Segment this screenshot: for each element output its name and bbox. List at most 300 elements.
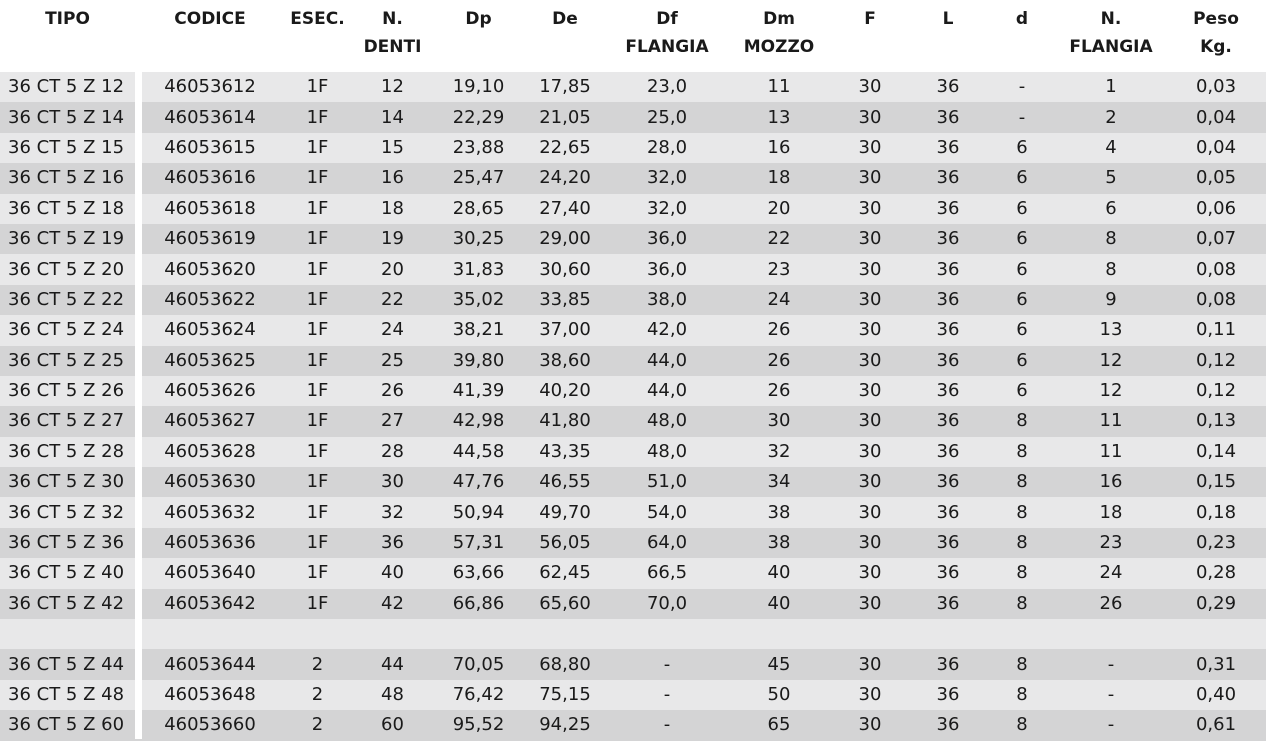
cell-esec: 1F <box>306 380 329 402</box>
cell-tipo: 36 CT 5 Z 48 <box>8 684 125 705</box>
cell-peso: 0,08 <box>1195 258 1237 280</box>
cell-codice: 46053619 <box>164 228 256 250</box>
cell-peso: 0,28 <box>1195 562 1237 584</box>
cell-peso: 0,03 <box>1195 76 1237 98</box>
cell-dm-mozzo: 22 <box>767 228 791 250</box>
cell-d: 6 <box>1016 288 1028 310</box>
table-row <box>0 528 1266 558</box>
cell-dp: 95,52 <box>452 714 505 736</box>
header-d <box>988 0 1056 72</box>
cell-dp: 63,66 <box>452 562 505 584</box>
cell-d: 6 <box>1016 319 1028 341</box>
cell-dp: 70,05 <box>452 653 505 675</box>
cell-de: 49,70 <box>539 501 591 523</box>
cell-tipo: 36 CT 5 Z 24 <box>8 319 125 341</box>
cell-n-flangia: - <box>1107 684 1115 705</box>
cell-l: 36 <box>936 532 960 554</box>
cell-de: 38,60 <box>539 349 591 371</box>
cell-de: 65,60 <box>539 592 591 614</box>
cell-f: 30 <box>858 684 882 705</box>
cell-f: 30 <box>858 471 882 493</box>
cell-l: 36 <box>936 106 960 128</box>
cell-df-flangia: 44,0 <box>646 349 688 371</box>
cell-l: 36 <box>936 714 960 736</box>
cell-peso: 0,06 <box>1195 197 1237 219</box>
table-row <box>0 710 1266 740</box>
cell-n-denti: 36 <box>381 532 404 554</box>
cell-d: 8 <box>1016 410 1028 432</box>
cell-esec: 1F <box>306 532 329 554</box>
cell-peso: 0,61 <box>1195 714 1237 736</box>
cell-df-flangia: 36,0 <box>646 228 688 250</box>
cell-peso: 0,07 <box>1195 228 1237 250</box>
table-spacer-row <box>0 619 1266 649</box>
header-df-flangia <box>608 0 726 72</box>
cell-peso: 0,18 <box>1195 501 1237 523</box>
cell-n-denti: 48 <box>381 684 404 705</box>
cell-n-denti: 30 <box>381 471 404 493</box>
cell-codice: 46053644 <box>164 653 256 675</box>
cell-esec: 1F <box>306 471 329 493</box>
cell-dm-mozzo: 38 <box>767 532 791 554</box>
cell-dm-mozzo: 23 <box>767 258 791 280</box>
cell-n-denti: 19 <box>381 228 404 250</box>
cell-df-flangia: 28,0 <box>646 136 688 158</box>
cell-n-denti: 14 <box>381 106 404 128</box>
cell-n-flangia: 8 <box>1105 258 1117 280</box>
cell-n-flangia: 18 <box>1099 501 1123 523</box>
table-row <box>0 437 1266 467</box>
cell-l: 36 <box>936 76 960 98</box>
cell-dp: 47,76 <box>452 471 505 493</box>
cell-n-flangia: 9 <box>1105 288 1117 310</box>
cell-de: 43,35 <box>539 440 591 462</box>
header-n-flangia-line2: FLANGIA <box>1069 37 1153 57</box>
cell-peso: 0,13 <box>1195 410 1237 432</box>
cell-tipo: 36 CT 5 Z 16 <box>8 167 125 189</box>
cell-de: 27,40 <box>539 197 591 219</box>
cell-dp: 22,29 <box>452 106 505 128</box>
cell-dp: 76,42 <box>452 684 505 705</box>
cell-tipo: 36 CT 5 Z 40 <box>8 562 125 584</box>
cell-d: 6 <box>1016 197 1028 219</box>
cell-n-denti: 16 <box>381 167 404 189</box>
cell-tipo: 36 CT 5 Z 25 <box>8 349 125 371</box>
cell-df-flangia: - <box>663 714 671 736</box>
cell-df-flangia: 23,0 <box>646 76 688 98</box>
cell-esec: 1F <box>306 197 329 219</box>
cell-f: 30 <box>858 380 882 402</box>
cell-n-flangia: - <box>1107 653 1115 675</box>
cell-l: 36 <box>936 410 960 432</box>
cell-peso: 0,12 <box>1195 349 1237 371</box>
cell-dm-mozzo: 65 <box>767 714 791 736</box>
cell-de: 30,60 <box>539 258 591 280</box>
cell-df-flangia: 32,0 <box>646 167 688 189</box>
cell-esec: 1F <box>306 562 329 584</box>
cell-dm-mozzo: 13 <box>767 106 791 128</box>
cell-dp: 50,94 <box>452 501 505 523</box>
cell-n-denti: 42 <box>381 592 404 614</box>
cell-n-flangia: 11 <box>1099 440 1123 462</box>
cell-de: 17,85 <box>539 76 591 98</box>
cell-df-flangia: 66,5 <box>646 562 688 584</box>
cell-esec: 2 <box>311 653 324 675</box>
cell-peso: 0,11 <box>1195 319 1237 341</box>
cell-l: 36 <box>936 136 960 158</box>
cell-l: 36 <box>936 258 960 280</box>
cell-dm-mozzo: 40 <box>767 592 791 614</box>
cell-f: 30 <box>858 714 882 736</box>
cell-f: 30 <box>858 228 882 250</box>
header-dm-mozzo-line1: Dm <box>763 9 795 29</box>
table-row <box>0 102 1266 132</box>
table-row <box>0 285 1266 315</box>
cell-tipo: 36 CT 5 Z 26 <box>8 380 125 402</box>
cell-df-flangia: 25,0 <box>646 106 688 128</box>
header-f <box>832 0 908 72</box>
cell-dm-mozzo: 30 <box>767 410 791 432</box>
cell-dp: 39,80 <box>452 349 505 371</box>
cell-df-flangia: 36,0 <box>646 258 688 280</box>
header-peso <box>1166 0 1266 72</box>
cell-df-flangia: - <box>663 684 671 705</box>
cell-n-denti: 15 <box>381 136 404 158</box>
cell-df-flangia: 51,0 <box>646 471 688 493</box>
table-row <box>0 406 1266 436</box>
cell-peso: 0,04 <box>1195 136 1237 158</box>
cell-dp: 42,98 <box>452 410 505 432</box>
cell-tipo: 36 CT 5 Z 19 <box>8 228 125 250</box>
cell-esec: 1F <box>306 440 329 462</box>
cell-tipo: 36 CT 5 Z 18 <box>8 197 125 219</box>
cell-esec: 2 <box>311 684 324 705</box>
cell-n-flangia: 6 <box>1105 197 1117 219</box>
header-dp <box>435 0 522 72</box>
cell-df-flangia: 48,0 <box>646 440 688 462</box>
cell-dp: 19,10 <box>452 76 505 98</box>
cell-esec: 1F <box>306 410 329 432</box>
cell-esec: 1F <box>306 592 329 614</box>
cell-codice: 46053632 <box>164 501 256 523</box>
column-separator <box>135 72 142 739</box>
cell-n-denti: 60 <box>381 714 404 736</box>
cell-peso: 0,08 <box>1195 288 1237 310</box>
cell-de: 33,85 <box>539 288 591 310</box>
table-row <box>0 680 1266 710</box>
cell-esec: 1F <box>306 76 329 98</box>
cell-tipo: 36 CT 5 Z 30 <box>8 471 125 493</box>
cell-df-flangia: 54,0 <box>646 501 688 523</box>
cell-tipo: 36 CT 5 Z 12 <box>8 76 125 98</box>
cell-f: 30 <box>858 653 882 675</box>
cell-n-flangia: 26 <box>1099 592 1123 614</box>
cell-d: 6 <box>1016 380 1028 402</box>
cell-tipo: 36 CT 5 Z 28 <box>8 440 125 462</box>
cell-l: 36 <box>936 228 960 250</box>
cell-l: 36 <box>936 653 960 675</box>
cell-n-flangia: 5 <box>1105 167 1117 189</box>
cell-de: 41,80 <box>539 410 591 432</box>
cell-df-flangia: 64,0 <box>646 532 688 554</box>
table-row <box>0 254 1266 284</box>
cell-peso: 0,40 <box>1195 684 1237 705</box>
cell-n-denti: 44 <box>381 653 404 675</box>
cell-dm-mozzo: 34 <box>767 471 791 493</box>
header-d-line1: d <box>1015 9 1029 29</box>
cell-n-flangia: 8 <box>1105 228 1117 250</box>
cell-n-denti: 26 <box>381 380 404 402</box>
cell-codice: 46053616 <box>164 167 256 189</box>
cell-dm-mozzo: 16 <box>767 136 791 158</box>
cell-tipo: 36 CT 5 Z 36 <box>8 532 125 554</box>
header-df-flangia-line1: Df <box>656 9 678 29</box>
cell-esec: 1F <box>306 258 329 280</box>
header-n-flangia <box>1056 0 1166 72</box>
cell-df-flangia: 70,0 <box>646 592 688 614</box>
cell-peso: 0,05 <box>1195 167 1237 189</box>
cell-esec: 2 <box>311 714 324 736</box>
cell-f: 30 <box>858 562 882 584</box>
cell-esec: 1F <box>306 501 329 523</box>
cell-l: 36 <box>936 197 960 219</box>
cell-codice: 46053615 <box>164 136 256 158</box>
table-row <box>0 376 1266 406</box>
cell-l: 36 <box>936 380 960 402</box>
cell-n-denti: 22 <box>381 288 404 310</box>
cell-dp: 35,02 <box>452 288 505 310</box>
header-f-line1: F <box>864 9 876 29</box>
cell-f: 30 <box>858 136 882 158</box>
cell-dm-mozzo: 45 <box>767 653 791 675</box>
cell-esec: 1F <box>306 349 329 371</box>
cell-n-denti: 28 <box>381 440 404 462</box>
table-row <box>0 497 1266 527</box>
table-row <box>0 467 1266 497</box>
cell-dm-mozzo: 32 <box>767 440 791 462</box>
cell-codice: 46053628 <box>164 440 256 462</box>
cell-de: 21,05 <box>539 106 591 128</box>
header-df-flangia-line2: FLANGIA <box>625 37 709 57</box>
table-row <box>0 163 1266 193</box>
cell-tipo: 36 CT 5 Z 42 <box>8 592 125 614</box>
cell-l: 36 <box>936 471 960 493</box>
cell-l: 36 <box>936 562 960 584</box>
cell-n-flangia: 2 <box>1105 106 1117 128</box>
cell-n-flangia: 12 <box>1099 380 1123 402</box>
cell-d: 8 <box>1016 714 1028 736</box>
cell-codice: 46053640 <box>164 562 256 584</box>
cell-df-flangia: 44,0 <box>646 380 688 402</box>
cell-d: 6 <box>1016 167 1028 189</box>
cell-peso: 0,31 <box>1195 653 1237 675</box>
cell-f: 30 <box>858 76 882 98</box>
cell-dp: 31,83 <box>452 258 505 280</box>
cell-codice: 46053648 <box>164 684 256 705</box>
cell-dm-mozzo: 20 <box>767 197 791 219</box>
table-row <box>0 558 1266 588</box>
cell-esec: 1F <box>306 288 329 310</box>
table-row <box>0 72 1266 102</box>
header-codice <box>135 0 285 72</box>
table-header <box>0 0 1266 72</box>
table-row <box>0 194 1266 224</box>
header-n-denti-line1: N. <box>382 9 403 29</box>
header-tipo <box>0 0 135 72</box>
cell-df-flangia: 48,0 <box>646 410 688 432</box>
cell-codice: 46053624 <box>164 319 256 341</box>
cell-tipo: 36 CT 5 Z 14 <box>8 106 125 128</box>
cell-n-denti: 20 <box>381 258 404 280</box>
cell-dp: 38,21 <box>452 319 505 341</box>
cell-de: 40,20 <box>539 380 591 402</box>
cell-n-flangia: 11 <box>1099 410 1123 432</box>
cell-n-flangia: 23 <box>1099 532 1123 554</box>
cell-de: 75,15 <box>539 684 591 705</box>
cell-f: 30 <box>858 440 882 462</box>
cell-de: 62,45 <box>539 562 591 584</box>
cell-l: 36 <box>936 288 960 310</box>
cell-f: 30 <box>858 349 882 371</box>
cell-peso: 0,04 <box>1195 106 1237 128</box>
cell-dm-mozzo: 38 <box>767 501 791 523</box>
cell-f: 30 <box>858 319 882 341</box>
cell-codice: 46053627 <box>164 410 256 432</box>
cell-tipo: 36 CT 5 Z 27 <box>8 410 125 432</box>
cell-f: 30 <box>858 106 882 128</box>
cell-df-flangia: 32,0 <box>646 197 688 219</box>
cell-f: 30 <box>858 197 882 219</box>
header-esec-line1: ESEC. <box>290 9 345 29</box>
cell-f: 30 <box>858 532 882 554</box>
cell-peso: 0,12 <box>1195 380 1237 402</box>
cell-f: 30 <box>858 410 882 432</box>
cell-de: 22,65 <box>539 136 591 158</box>
cell-esec: 1F <box>306 136 329 158</box>
cell-f: 30 <box>858 501 882 523</box>
cell-df-flangia: - <box>663 653 671 675</box>
cell-d: 8 <box>1016 592 1028 614</box>
cell-d: 8 <box>1016 471 1028 493</box>
cell-codice: 46053642 <box>164 592 256 614</box>
cell-de: 29,00 <box>539 228 591 250</box>
cell-esec: 1F <box>306 167 329 189</box>
cell-d: 6 <box>1016 136 1028 158</box>
header-tipo-line1: TIPO <box>45 9 90 29</box>
cell-peso: 0,29 <box>1195 592 1237 614</box>
cell-d: - <box>1018 76 1026 98</box>
cell-l: 36 <box>936 501 960 523</box>
cell-de: 24,20 <box>539 167 591 189</box>
header-dm-mozzo <box>726 0 832 72</box>
cell-tipo: 36 CT 5 Z 44 <box>8 653 125 675</box>
cell-esec: 1F <box>306 319 329 341</box>
cell-dp: 41,39 <box>452 380 505 402</box>
cell-l: 36 <box>936 167 960 189</box>
table-row <box>0 224 1266 254</box>
cell-dm-mozzo: 11 <box>767 76 791 98</box>
header-peso-line2: Kg. <box>1200 37 1232 57</box>
cell-d: 6 <box>1016 349 1028 371</box>
cell-d: 8 <box>1016 501 1028 523</box>
cell-codice: 46053622 <box>164 288 256 310</box>
header-n-denti-line2: DENTI <box>363 37 422 57</box>
cell-df-flangia: 42,0 <box>646 319 688 341</box>
cell-de: 37,00 <box>539 319 591 341</box>
cell-codice: 46053636 <box>164 532 256 554</box>
cell-l: 36 <box>936 349 960 371</box>
cell-dp: 30,25 <box>452 228 505 250</box>
cell-dp: 57,31 <box>452 532 505 554</box>
table-row <box>0 133 1266 163</box>
cell-codice: 46053626 <box>164 380 256 402</box>
header-de <box>522 0 608 72</box>
table-row <box>0 346 1266 376</box>
cell-de: 94,25 <box>539 714 591 736</box>
cell-dm-mozzo: 26 <box>767 349 791 371</box>
cell-dp: 25,47 <box>452 167 505 189</box>
cell-tipo: 36 CT 5 Z 60 <box>8 714 125 736</box>
header-n-denti <box>350 0 435 72</box>
header-dp-line1: Dp <box>465 9 492 29</box>
header-dm-mozzo-line2: MOZZO <box>743 37 815 57</box>
cell-f: 30 <box>858 288 882 310</box>
cell-d: - <box>1018 106 1026 128</box>
header-peso-line1: Peso <box>1193 9 1239 29</box>
cell-l: 36 <box>936 684 960 705</box>
cell-de: 68,80 <box>539 653 591 675</box>
header-de-line1: De <box>552 9 578 29</box>
cell-tipo: 36 CT 5 Z 32 <box>8 501 125 523</box>
cell-de: 56,05 <box>539 532 591 554</box>
cell-tipo: 36 CT 5 Z 15 <box>8 136 125 158</box>
cell-dm-mozzo: 50 <box>767 684 791 705</box>
cell-f: 30 <box>858 167 882 189</box>
cell-n-flangia: 4 <box>1105 136 1117 158</box>
cell-n-flangia: 13 <box>1099 319 1123 341</box>
cell-f: 30 <box>858 592 882 614</box>
cell-peso: 0,15 <box>1195 471 1237 493</box>
cell-d: 6 <box>1016 228 1028 250</box>
cell-dp: 44,58 <box>452 440 505 462</box>
cell-dm-mozzo: 26 <box>767 319 791 341</box>
cell-df-flangia: 38,0 <box>646 288 688 310</box>
header-esec <box>285 0 350 72</box>
cell-dp: 28,65 <box>452 197 505 219</box>
table-row <box>0 589 1266 619</box>
cell-esec: 1F <box>306 228 329 250</box>
cell-n-denti: 18 <box>381 197 404 219</box>
cell-l: 36 <box>936 440 960 462</box>
cell-d: 8 <box>1016 440 1028 462</box>
cell-d: 8 <box>1016 532 1028 554</box>
cell-d: 8 <box>1016 684 1028 705</box>
table-body <box>0 72 1266 741</box>
cell-codice: 46053630 <box>164 471 256 493</box>
cell-n-flangia: 12 <box>1099 349 1123 371</box>
cell-n-flangia: 1 <box>1105 76 1117 98</box>
cell-n-denti: 24 <box>381 319 404 341</box>
header-l-line1: L <box>942 9 954 29</box>
cell-de: 46,55 <box>539 471 591 493</box>
cell-n-denti: 32 <box>381 501 404 523</box>
cell-dp: 23,88 <box>452 136 505 158</box>
cell-peso: 0,14 <box>1195 440 1237 462</box>
cell-n-denti: 25 <box>381 349 404 371</box>
cell-tipo: 36 CT 5 Z 20 <box>8 258 125 280</box>
cell-esec: 1F <box>306 106 329 128</box>
cell-f: 30 <box>858 258 882 280</box>
